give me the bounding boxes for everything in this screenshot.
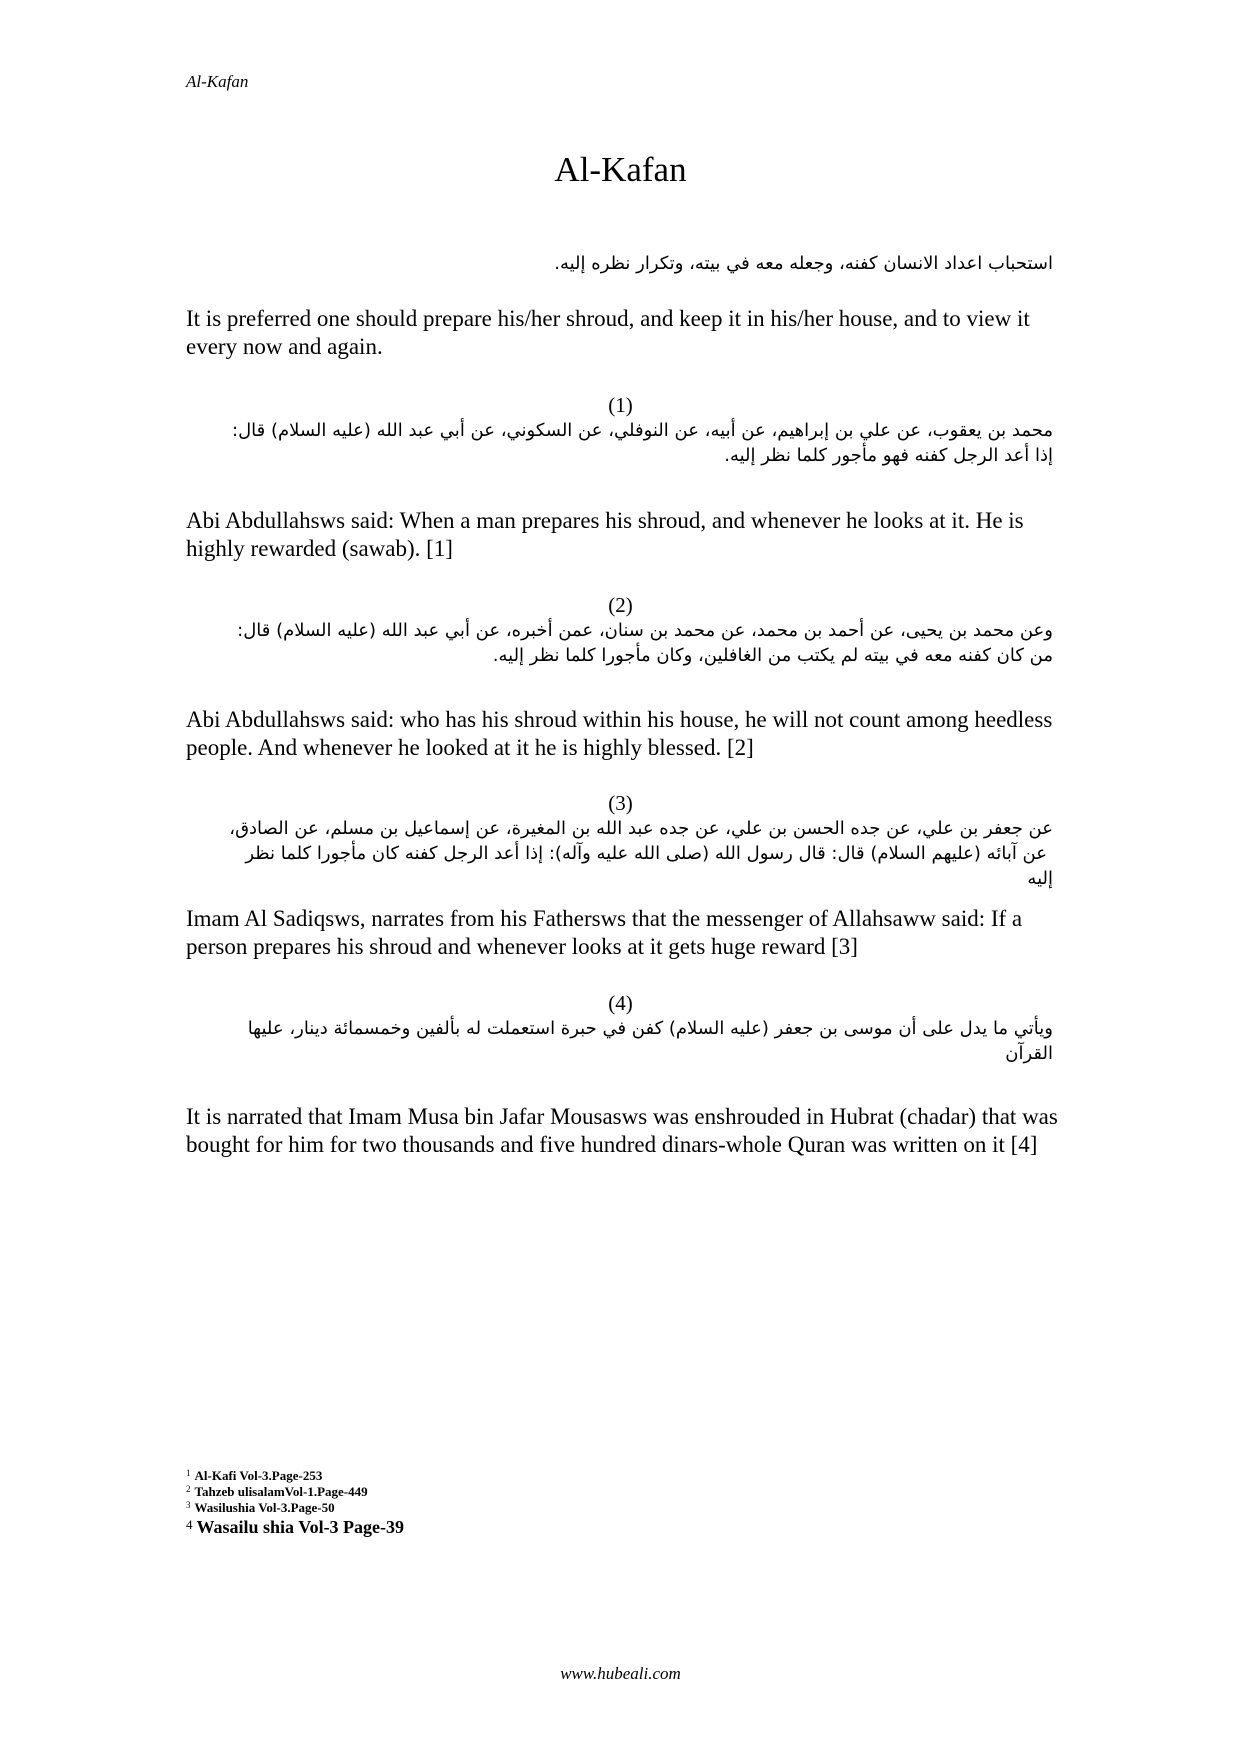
narration-3-arabic-line-2: عن آبائه (عليهم السلام) قال: قال رسول الله (صلى الله عليه وآله): إذا أعد الرجل كفنه كان مأجورا كلما نظر [245, 843, 1047, 864]
narration-2-number: (2) [608, 593, 633, 617]
running-header: Al-Kafan [186, 72, 249, 91]
narration-1-english: Abi Abdullahsws said: When a man prepares his shroud, and whenever he looks at it. He is highly rewarded (sawab). [1] [186, 508, 1024, 561]
narration-2-arabic-line-2: من كان كفنه معه في بيته لم يكتب من الغافلين، وكان مأجورا كلما نظر إليه. [492, 645, 1053, 666]
narration-3-arabic-line-3: إليه [1027, 868, 1053, 889]
narration-2-arabic-line-1: وعن محمد بن يحيى، عن أحمد بن محمد، عن محمد بن سنان، عمن أخبره، عن أبي عبد الله (عليه السلام) قال: [237, 620, 1053, 641]
narration-3-english: Imam Al Sadiqsws, narrates from his Fathersws that the messenger of Allahsaww said: If a person prepares his shroud and whenever looks at it gets huge reward [3] [186, 906, 1023, 959]
footer-url: www.hubeali.com [560, 1664, 681, 1683]
page-title: Al-Kafan [554, 150, 687, 189]
intro-english: It is preferred one should prepare his/her shroud, and keep it in his/her house, and to view it every now and again. [186, 306, 1030, 359]
narration-4-number: (4) [608, 991, 633, 1015]
narration-1-arabic-line-2: إذا أعد الرجل كفنه فهو مأجور كلما نظر إليه. [724, 445, 1053, 466]
narration-1-number: (1) [608, 393, 633, 417]
narration-4-english: It is narrated that Imam Musa bin Jafar Mousasws was enshrouded in Hubrat (chadar) that was bought for him for two thousands and five hundred dinars-whole Quran was written on it [4] [186, 1104, 1058, 1157]
footnote-2: $^2$ Tahzeb ulisalamVol-1.Page-449 [186, 1484, 368, 1499]
footnote-4: $^4$ Wasailu shia Vol-3 Page-39 [186, 1517, 405, 1537]
footnote-3: $^3$ Wasilushia Vol-3.Page-50 [186, 1500, 335, 1515]
narration-1-arabic-line-1: محمد بن يعقوب، عن علي بن إبراهيم، عن أبيه، عن النوفلي، عن السكوني، عن أبي عبد الله (عليه السلام) قال: [232, 420, 1053, 441]
footnote-1: $^1$ Al-Kafi Vol-3.Page-253 [186, 1468, 323, 1483]
narration-2-english: Abi Abdullahsws said: who has his shroud within his house, he will not count among heedless people. And whenever he looked at it he is highly blessed. [2] [186, 707, 1053, 760]
narration-3-arabic-line-1: عن جعفر بن علي، عن جده الحسن بن علي، عن جده عبد الله بن المغيرة، عن إسماعيل بن مسلم، عن الصادق، [229, 818, 1053, 839]
narration-3-number: (3) [608, 791, 633, 815]
narration-4-arabic-line-2: القرآن [1005, 1043, 1053, 1064]
narration-4-arabic-line-1: ويأتي ما يدل على أن موسى بن جعفر (عليه السلام) كفن في حبرة استعملت له بألفين وخمسمائة دينار، عليها [247, 1018, 1053, 1039]
intro-arabic: استحباب اعداد الانسان كفنه، وجعله معه في بيته، وتكرار نظره إليه. [554, 253, 1053, 274]
